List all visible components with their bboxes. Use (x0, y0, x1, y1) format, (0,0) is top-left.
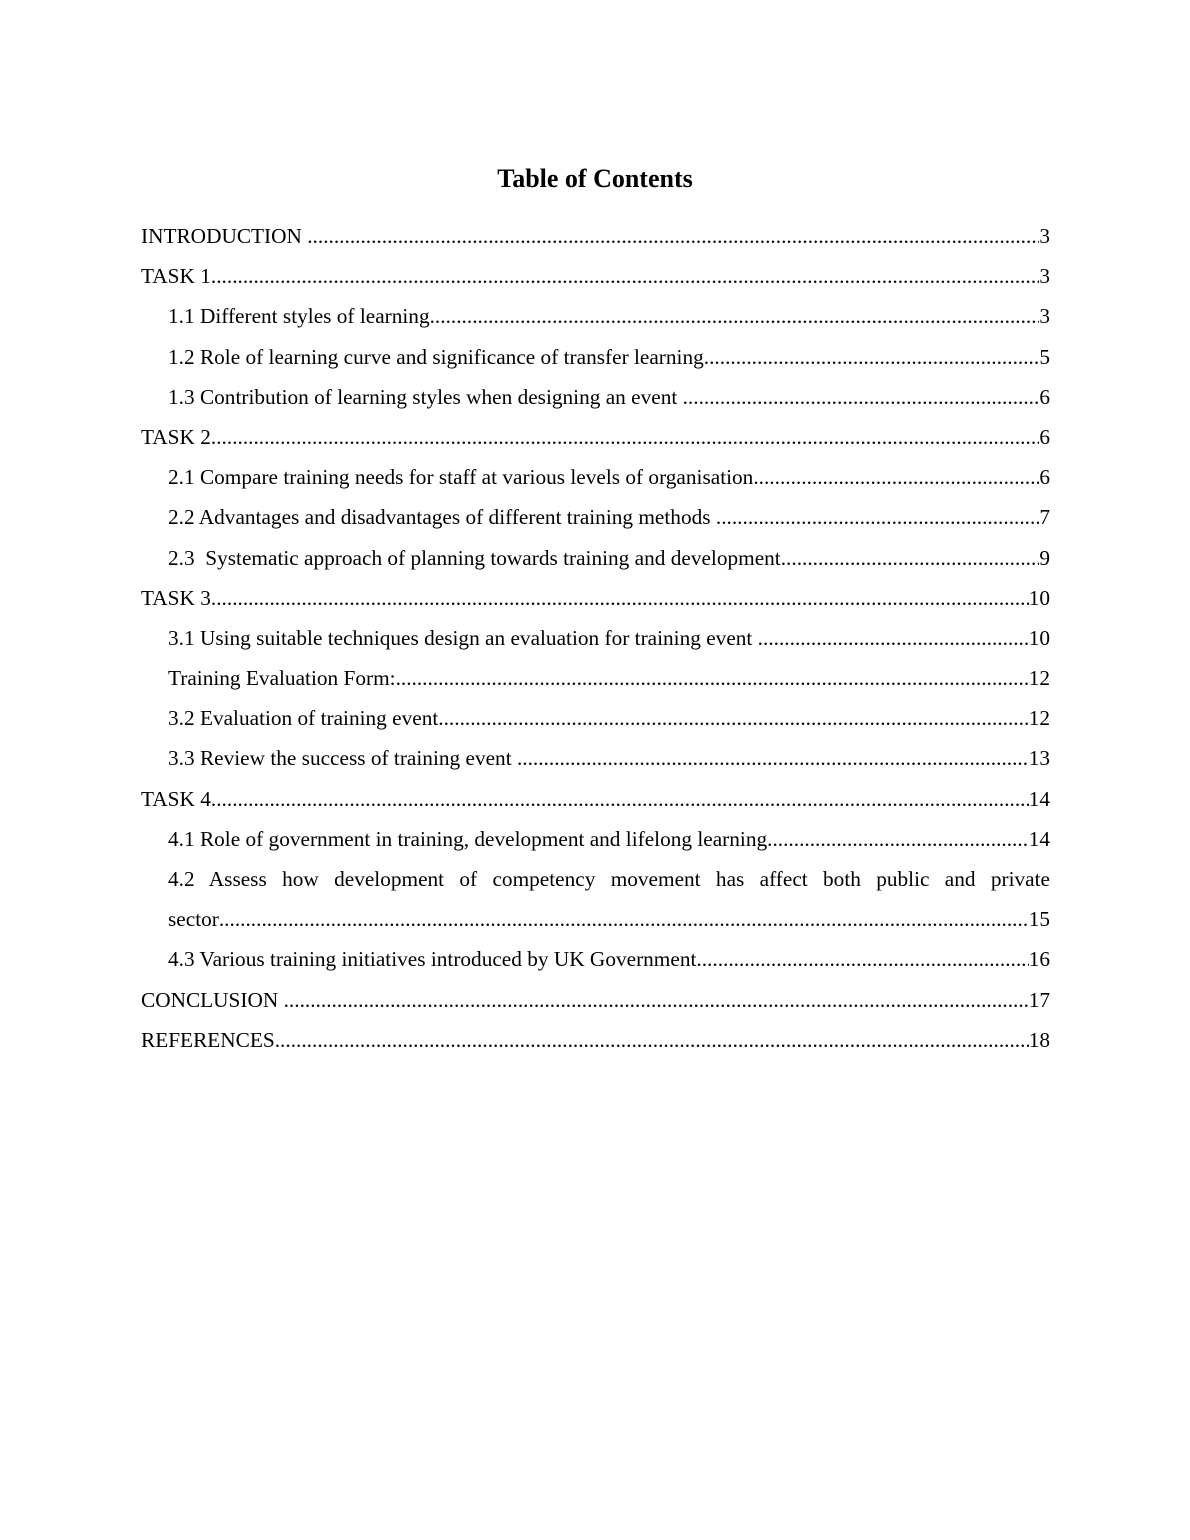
toc-entry-text: REFERENCES (141, 1027, 275, 1052)
toc-page-number: 13 (1028, 746, 1050, 771)
toc-page-number: 3 (1039, 264, 1050, 289)
toc-entry-text: 3.2 Evaluation of training event (168, 706, 439, 731)
toc-leader-dots (211, 779, 1029, 819)
toc-entry-task-4[interactable] (141, 779, 1050, 819)
toc-list (141, 216, 1050, 1060)
toc-page-number: 7 (1039, 505, 1050, 530)
toc-page-number: 10 (1028, 585, 1050, 610)
toc-entry-text: 4.3 Various training initiatives introduced by UK Government (168, 947, 697, 972)
toc-page-number: 6 (1039, 384, 1050, 409)
toc-entry-1-3[interactable] (141, 377, 1050, 417)
toc-entry-text: 1.1 Different styles of learning (168, 304, 430, 329)
toc-page-number: 5 (1039, 344, 1050, 369)
toc-page-number: 3 (1039, 224, 1050, 248)
toc-entry-task-3[interactable] (141, 578, 1050, 618)
toc-page-number: 12 (1028, 666, 1050, 691)
toc-entry-text: 2.1 Compare training needs for staff at various levels of organisation (168, 465, 754, 490)
toc-page-number: 6 (1039, 424, 1050, 449)
toc-leader-dots (284, 980, 1029, 1020)
toc-entry-text: 4.2 Assess how development of competency movement has affect both public and private (168, 867, 1050, 891)
toc-entry-4-2-line-1[interactable] (141, 859, 1050, 899)
toc-leader-dots (438, 698, 1028, 738)
toc-leader-dots (704, 337, 1040, 377)
toc-entry-text: TASK 2 (141, 424, 211, 449)
toc-leader-dots (683, 377, 1040, 417)
toc-leader-dots (219, 899, 1029, 939)
toc-entry-text: TASK 3 (141, 585, 211, 610)
toc-entry-text: sector (168, 907, 219, 932)
toc-entry-4-2-line-2[interactable] (141, 899, 1050, 939)
toc-entry-4-3[interactable] (141, 939, 1050, 979)
toc-page-number: 9 (1039, 545, 1050, 570)
toc-entry-2-3[interactable] (141, 538, 1050, 578)
toc-leader-dots (396, 658, 1029, 698)
toc-entry-text: 1.3 Contribution of learning styles when designing an event (168, 384, 683, 409)
toc-page-number: 6 (1039, 465, 1050, 490)
toc-leader-dots (696, 939, 1028, 979)
toc-leader-dots (211, 578, 1029, 618)
toc-page-number: 14 (1028, 826, 1050, 851)
toc-entry-text: 1.2 Role of learning curve and significance of transfer learning (168, 344, 704, 369)
toc-entry-3-2[interactable] (141, 698, 1050, 738)
toc-entry-text: Training Evaluation Form: (168, 666, 396, 691)
toc-title: Table of Contents (497, 164, 693, 193)
toc-entry-task-1[interactable] (141, 256, 1050, 296)
toc-entry-task-2[interactable] (141, 417, 1050, 457)
toc-entry-text: 4.1 Role of government in training, development and lifelong learning (168, 826, 768, 851)
toc-entry-text: 2.2 Advantages and disadvantages of different training methods (168, 505, 716, 530)
toc-leader-dots (716, 497, 1039, 537)
toc-leader-dots (211, 417, 1039, 457)
toc-page-number: 14 (1028, 786, 1050, 811)
toc-page-number: 10 (1028, 625, 1050, 650)
toc-page-number: 12 (1028, 706, 1050, 731)
toc-entry-2-2[interactable] (141, 497, 1050, 537)
toc-leader-dots (767, 819, 1029, 859)
toc-entry-1-1[interactable] (141, 296, 1050, 336)
toc-entry-4-1[interactable] (141, 819, 1050, 859)
toc-leader-dots (517, 738, 1029, 778)
toc-page-number: 3 (1039, 304, 1050, 329)
toc-entry-conclusion[interactable] (141, 980, 1050, 1020)
toc-page-number: 17 (1028, 987, 1050, 1012)
toc-entry-text: 3.3 Review the success of training event (168, 746, 517, 771)
toc-entry-training-evaluation-form[interactable] (141, 658, 1050, 698)
toc-leader-dots (430, 296, 1040, 336)
toc-entry-2-1[interactable] (141, 457, 1050, 497)
toc-leader-dots (781, 538, 1040, 578)
toc-leader-dots (758, 618, 1029, 658)
toc-page-number: 15 (1028, 907, 1050, 932)
toc-page-number: 16 (1028, 947, 1050, 972)
toc-entry-introduction[interactable] (141, 216, 1050, 256)
toc-entry-1-2[interactable] (141, 337, 1050, 377)
toc-page-number: 18 (1028, 1027, 1050, 1052)
toc-entry-text: TASK 4 (141, 786, 211, 811)
toc-leader-dots (211, 256, 1039, 296)
toc-entry-text: CONCLUSION (141, 987, 284, 1012)
toc-entry-text: TASK 1 (141, 264, 211, 289)
toc-leader-dots (275, 1020, 1029, 1060)
toc-entry-references[interactable] (141, 1020, 1050, 1060)
toc-leader-dots (753, 457, 1039, 497)
toc-entry-3-1[interactable] (141, 618, 1050, 658)
toc-entry-text: INTRODUCTION (141, 224, 308, 248)
toc-leader-dots (307, 216, 1039, 256)
toc-entry-text: 3.1 Using suitable techniques design an evaluation for training event (168, 625, 758, 650)
toc-entry-3-3[interactable] (141, 738, 1050, 778)
toc-entry-text: 2.3 Systematic approach of planning towards training and development (168, 545, 781, 570)
